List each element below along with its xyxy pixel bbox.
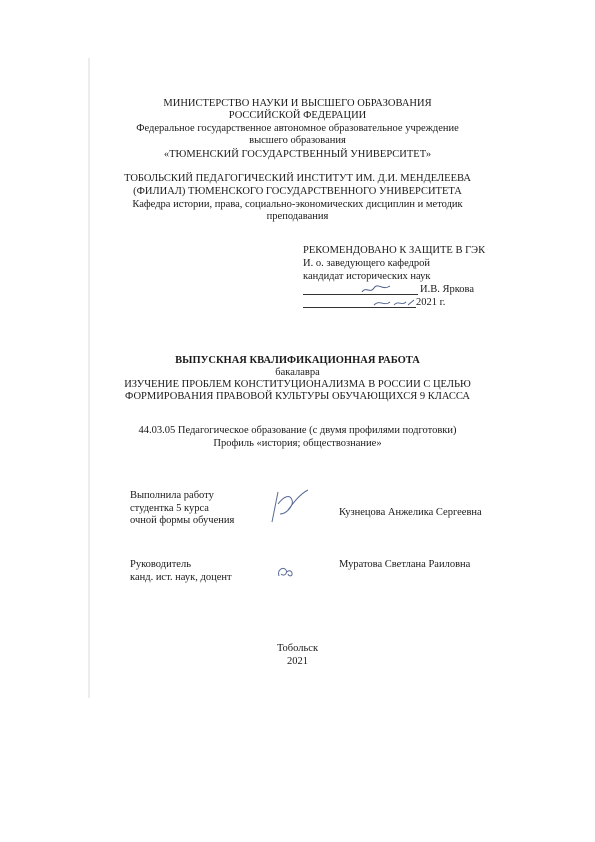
student-label-2: студентка 5 курса: [130, 503, 209, 514]
approval-year: 2021 г.: [416, 297, 446, 308]
university-name: «ТЮМЕНСКИЙ ГОСУДАРСТВЕННЫЙ УНИВЕРСИТЕТ»: [163, 149, 432, 160]
institution-line-1: Федеральное государственное автономное образовательное учреждение: [136, 123, 459, 134]
branch-line-2: (ФИЛИАЛ) ТЮМЕНСКОГО ГОСУДАРСТВЕННОГО УНИВЕРСИТЕТА: [133, 186, 462, 197]
supervisor-label-2: канд. ист. наук, доцент: [130, 572, 232, 583]
supervisor-signature-icon: [275, 564, 295, 580]
approval-signature-icon: [360, 282, 392, 296]
footer-year: 2021: [287, 656, 308, 667]
approval-name: И.В. Яркова: [420, 284, 475, 295]
branch-line-1: ТОБОЛЬСКИЙ ПЕДАГОГИЧЕСКИЙ ИНСТИТУТ ИМ. Д.И. МЕНДЕЛЕЕВА: [124, 173, 471, 184]
ministry-line-2: РОССИЙСКОЙ ФЕДЕРАЦИИ: [228, 110, 367, 121]
degree-level: бакалавра: [275, 367, 320, 378]
supervisor-name: Муратова Светлана Раиловна: [339, 559, 471, 570]
program-profile: Профиль «история; обществознание»: [213, 438, 382, 449]
work-type: ВЫПУСКНАЯ КВАЛИФИКАЦИОННАЯ РАБОТА: [175, 355, 420, 366]
topic-line-1: ИЗУЧЕНИЕ ПРОБЛЕМ КОНСТИТУЦИОНАЛИЗМА В РОССИИ С ЦЕЛЬЮ: [124, 379, 471, 390]
topic-line-2: ФОРМИРОВАНИЯ ПРАВОВОЙ КУЛЬТУРЫ ОБУЧАЮЩИХСЯ 9 КЛАССА: [125, 391, 470, 402]
approval-position: И. о. заведующего кафедрой: [303, 258, 431, 269]
student-signature-icon: [262, 484, 310, 528]
supervisor-label-1: Руководитель: [130, 559, 191, 570]
student-label-3: очной формы обучения: [130, 515, 235, 526]
institution-line-2: высшего образования: [249, 135, 346, 146]
approval-heading: РЕКОМЕНДОВАНО К ЗАЩИТЕ В ГЭК: [303, 245, 486, 256]
ministry-line-1: МИНИСТЕРСТВО НАУКИ И ВЫСШЕГО ОБРАЗОВАНИЯ: [163, 98, 432, 109]
approval-degree: кандидат исторических наук: [303, 271, 431, 282]
footer-city: Тобольск: [276, 643, 319, 654]
department-line-2: преподавания: [266, 211, 329, 222]
program-code: 44.03.05 Педагогическое образование (с двумя профилями подготовки): [138, 425, 457, 436]
approval-date-handwriting-icon: [372, 297, 416, 309]
department-line-1: Кафедра истории, права, социально-экономических дисциплин и методик: [132, 199, 463, 210]
student-name: Кузнецова Анжелика Сергеевна: [339, 507, 482, 518]
student-label-1: Выполнила работу: [130, 490, 214, 501]
